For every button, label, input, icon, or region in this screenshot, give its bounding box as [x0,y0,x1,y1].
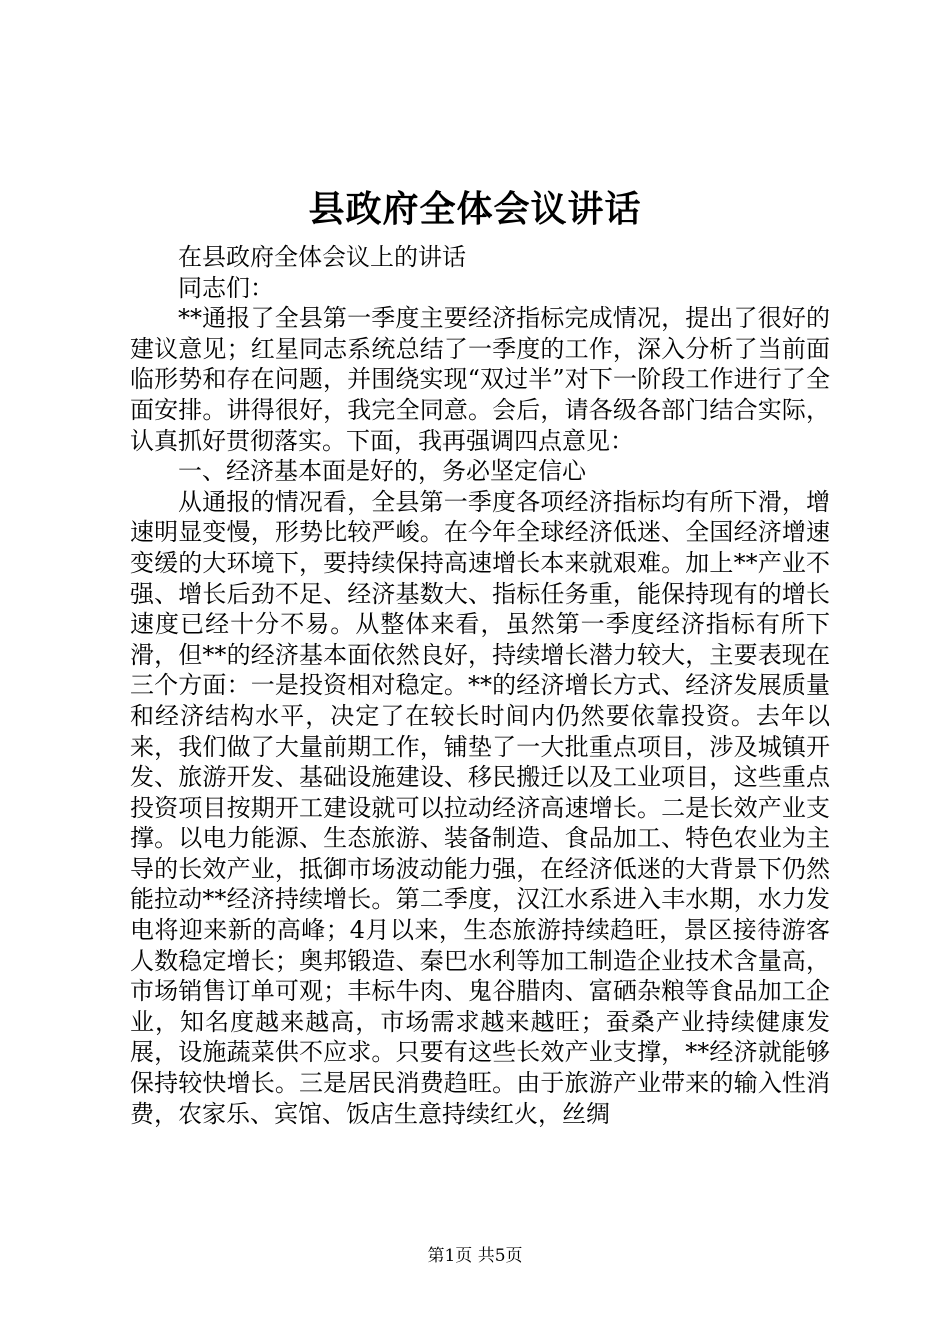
paragraph-salutation: 同志们： [178,273,274,302]
paragraph-intro: **通报了全县第一季度主要经济指标完成情况，提出了很好的建议意见；红星同志系统总结了一季度的工作，深入分析了当前面临形势和存在问题，并围绕实现“双过半”对下一阶段工作进行了全面安排。讲得很好，我完全同意。会后，请各级各部门结合实际，认真抓好贯彻落实。下面，我再强调四点意见： [130,304,830,455]
paragraph-subtitle: 在县政府全体会议上的讲话 [178,243,466,271]
paragraph-section-1: 从通报的情况看，全县第一季度各项经济指标均有所下滑，增速明显变慢，形势比较严峻。在今年全球经济低迷、全国经济增速变缓的大环境下，要持续保持高速增长本来就艰难。加上**产业不强、增长后劲不足、经济基数大、指标任务重，能保持现有的增长速度已经十分不易。从整体来看，虽然第一季度经济指标有所下滑，但**的经济基本面依然良好，持续增长潜力较大，主要表现在三个方面：一是投资相对稳定。**的经济增长方式、经济发展质量和经济结构水平，决定了在较长时间内仍然要依靠投资。去年以来，我们做了大量前期工作，铺垫了一大批重点项目，涉及城镇开发、旅游开发、基础设施建设、移民搬迁以及工业项目，这些重点投资项目按期开工建设就可以拉动经济高速增长。二是长效产业支撑。以电力能源、生态旅游、装备制造、食品加工、特色农业为主导的长效产业，抵御市场波动能力强，在经济低迷的大背景下仍然能拉动**经济持续增长。第二季度，汉江水系进入丰水期，水力发电将迎来新的高峰；4月以来，生态旅游持续趋旺，景区接待游客人数稳定增长；奥邦锻造、秦巴水利等加工制造企业技术含量高，市场销售订单可观；丰标牛肉、鬼谷腊肉、富硒杂粮等食品加工企业，知名度越来越高，市场需求越来越旺；蚕桑产业持续健康发展，设施蔬菜供不应求。只要有这些长效产业支撑，**经济就能够保持较快增长。三是居民消费趋旺。由于旅游产业带来的输入性消费，农家乐、宾馆、饭店生意持续红火，丝绸 [130,487,830,1128]
page-footer: 第1页 共5页 [427,1246,523,1266]
document-body [130,242,830,1129]
document-title: 县政府全体会议讲话 [308,188,642,230]
section-heading-1: 一、经济基本面是好的，务必坚定信心 [178,457,586,486]
